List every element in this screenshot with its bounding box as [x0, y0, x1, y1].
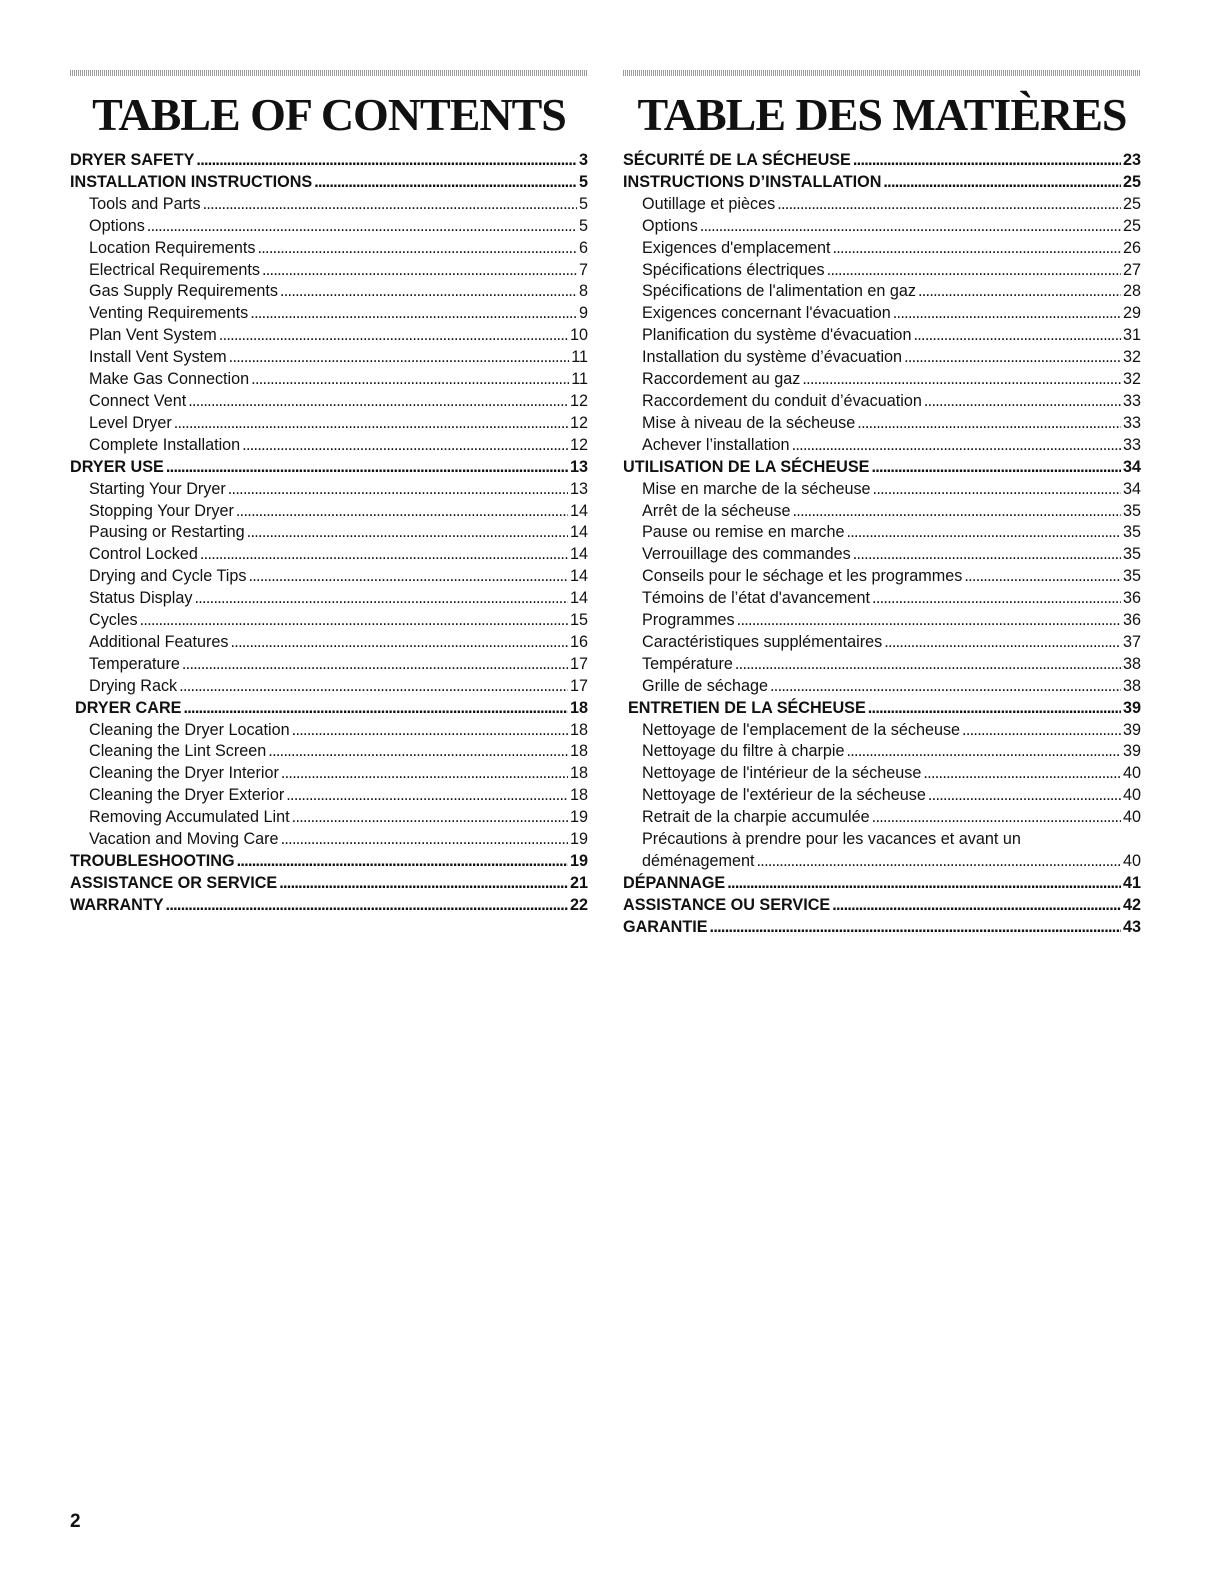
toc-label: Connect Vent	[89, 391, 187, 410]
toc-subsection	[623, 654, 1141, 676]
toc-subsection	[623, 391, 1141, 413]
dot-leader	[884, 632, 1121, 654]
dot-leader	[777, 194, 1121, 216]
dot-leader	[792, 435, 1121, 457]
toc-subsection	[70, 479, 588, 501]
toc-subsection	[623, 325, 1141, 347]
dot-leader	[229, 347, 570, 369]
toc-label: Pause ou remise en marche	[642, 523, 845, 542]
dot-leader	[872, 807, 1121, 829]
toc-page: 18	[569, 764, 588, 783]
toc-subsection	[623, 216, 1141, 238]
dot-leader	[236, 501, 568, 523]
dot-leader	[737, 610, 1121, 632]
dot-leader	[871, 457, 1121, 479]
toc-label: Gas Supply Requirements	[89, 282, 278, 301]
dot-leader	[735, 654, 1121, 676]
toc-label: Installation du système d’évacuation	[642, 348, 903, 367]
dot-leader	[292, 807, 568, 829]
toc-label: Cycles	[89, 611, 138, 630]
toc-label: Spécifications de l'alimentation en gaz	[642, 282, 916, 301]
toc-page: 12	[569, 413, 588, 432]
toc-page: 35	[1122, 545, 1141, 564]
toc-label: Pausing or Restarting	[89, 523, 245, 542]
dot-leader	[913, 325, 1121, 347]
toc-subsection	[70, 303, 588, 325]
toc-page: 38	[1122, 654, 1141, 673]
dot-leader	[140, 610, 568, 632]
dot-leader	[846, 741, 1121, 763]
toc-subsection	[70, 435, 588, 457]
toc-subsection	[623, 566, 1141, 588]
toc-label-continuation	[642, 851, 1141, 873]
toc-page: 39	[1122, 742, 1141, 761]
toc-label: Achever l’installation	[642, 435, 790, 454]
toc-page: 3	[578, 151, 588, 169]
toc-page: 33	[1122, 413, 1141, 432]
toc-label: ASSISTANCE OU SERVICE	[623, 895, 831, 914]
toc-page: 10	[569, 326, 588, 345]
toc-subsection	[70, 741, 588, 763]
dot-leader	[923, 763, 1121, 785]
toc-label: Cleaning the Dryer Location	[89, 720, 290, 739]
toc-subsection	[623, 260, 1141, 282]
toc-page: 25	[1122, 172, 1141, 191]
toc-list-english	[70, 150, 588, 917]
toc-label: TROUBLESHOOTING	[70, 852, 235, 870]
toc-label: Nettoyage de l'intérieur de la sécheuse	[642, 764, 922, 783]
dot-leader	[188, 391, 568, 413]
toc-page: 33	[1122, 435, 1141, 454]
toc-page: 39	[1122, 698, 1141, 717]
dot-leader	[924, 391, 1121, 413]
toc-subsection	[70, 785, 588, 807]
dot-leader	[962, 720, 1121, 742]
dot-leader	[832, 895, 1121, 917]
toc-label: INSTRUCTIONS D’INSTALLATION	[623, 172, 882, 191]
toc-page: 40	[1122, 808, 1141, 827]
toc-subsection	[623, 807, 1141, 829]
toc-list-french	[623, 150, 1141, 939]
toc-subsection	[623, 610, 1141, 632]
toc-page: 9	[578, 304, 588, 323]
toc-subsection	[623, 501, 1141, 523]
toc-page: 5	[578, 172, 588, 191]
toc-label: DRYER USE	[70, 457, 164, 476]
toc-section	[623, 457, 1141, 479]
top-rule	[623, 70, 1141, 76]
toc-label: Stopping Your Dryer	[89, 501, 234, 520]
dot-leader	[174, 413, 568, 435]
toc-label: Outillage et pièces	[642, 194, 776, 213]
toc-subsection	[70, 501, 588, 523]
toc-label: Temperature	[89, 654, 180, 673]
toc-page: 19	[569, 830, 588, 849]
toc-page: 27	[1122, 260, 1141, 279]
toc-page: 19	[569, 808, 588, 827]
dot-leader	[262, 260, 577, 282]
toc-subsection	[623, 763, 1141, 785]
toc-subsection	[70, 654, 588, 676]
dot-leader	[700, 216, 1121, 238]
toc-page: 17	[569, 676, 588, 695]
toc-label: Exigences d'emplacement	[642, 238, 831, 257]
toc-page: 39	[1122, 720, 1141, 739]
toc-label: Témoins de l’état d'avancement	[642, 589, 871, 608]
dot-leader	[868, 698, 1121, 720]
toc-page: 37	[1122, 632, 1141, 651]
toc-subsection	[623, 785, 1141, 807]
toc-label: Verrouillage des commandes	[642, 545, 851, 564]
toc-section	[623, 873, 1141, 895]
toc-subsection	[70, 347, 588, 369]
dot-leader	[802, 369, 1121, 391]
toc-label: UTILISATION DE LA SÉCHEUSE	[623, 457, 870, 476]
dot-leader	[182, 654, 568, 676]
dot-leader	[242, 435, 568, 457]
toc-label: Drying Rack	[89, 676, 178, 695]
toc-subsection	[70, 676, 588, 698]
toc-label: Nettoyage du filtre à charpie	[642, 742, 845, 761]
toc-page: 32	[1122, 370, 1141, 389]
toc-section	[623, 150, 1141, 172]
dot-leader	[203, 194, 577, 216]
toc-subsection	[70, 763, 588, 785]
toc-label: Température	[642, 654, 733, 673]
toc-page: 19	[569, 852, 588, 870]
dot-leader	[196, 150, 577, 172]
toc-page: 17	[569, 654, 588, 673]
toc-label: Caractéristiques supplémentaires	[642, 632, 883, 651]
toc-subsection	[623, 720, 1141, 742]
dot-leader	[286, 785, 568, 807]
dot-leader	[727, 873, 1121, 895]
dot-leader	[268, 741, 568, 763]
dot-leader	[872, 588, 1121, 610]
toc-page: 13	[569, 479, 588, 498]
toc-page: 40	[1122, 852, 1141, 870]
toc-subsection	[623, 369, 1141, 391]
dot-leader	[230, 632, 568, 654]
dot-leader	[237, 851, 568, 873]
dot-leader	[883, 172, 1121, 194]
toc-page: 34	[1122, 457, 1141, 476]
toc-page: 18	[569, 786, 588, 805]
toc-label: Plan Vent System	[89, 326, 217, 345]
toc-section	[623, 698, 1141, 720]
toc-subsection	[623, 829, 1141, 873]
toc-label: ENTRETIEN DE LA SÉCHEUSE	[628, 698, 866, 717]
toc-label: Raccordement du conduit d’évacuation	[642, 391, 922, 410]
toc-subsection	[623, 544, 1141, 566]
toc-label: Nettoyage de l'extérieur de la sécheuse	[642, 786, 926, 805]
toc-subsection	[70, 194, 588, 216]
toc-subsection	[623, 194, 1141, 216]
toc-label: Précautions à prendre pour les vacances et avant un	[642, 830, 1021, 849]
toc-section	[623, 172, 1141, 194]
toc-label: Exigences concernant l'évacuation	[642, 304, 891, 323]
toc-label: Control Locked	[89, 545, 198, 564]
toc-page: 16	[569, 632, 588, 651]
toc-section	[623, 917, 1141, 939]
toc-subsection	[623, 522, 1141, 544]
toc-label: Options	[89, 216, 145, 235]
toc-subsection	[70, 413, 588, 435]
toc-subsection	[70, 260, 588, 282]
dot-leader	[279, 873, 568, 895]
toc-subsection	[70, 325, 588, 347]
toc-label: Mise en marche de la sécheuse	[642, 479, 871, 498]
dot-leader	[873, 479, 1121, 501]
dot-leader	[194, 588, 568, 610]
toc-subsection	[623, 238, 1141, 260]
toc-page: 34	[1122, 479, 1141, 498]
toc-subsection	[70, 566, 588, 588]
toc-english-column	[70, 70, 588, 917]
toc-page: 5	[578, 216, 588, 235]
toc-section	[70, 457, 588, 479]
toc-label: Additional Features	[89, 632, 229, 651]
toc-label: Nettoyage de l'emplacement de la sécheuse	[642, 720, 961, 739]
toc-label: Conseils pour le séchage et les programmes	[642, 567, 963, 586]
toc-page: 36	[1122, 589, 1141, 608]
toc-label: DRYER SAFETY	[70, 151, 195, 169]
toc-subsection	[623, 413, 1141, 435]
toc-label: Electrical Requirements	[89, 260, 260, 279]
toc-page: 18	[569, 742, 588, 761]
dot-leader	[904, 347, 1121, 369]
toc-section	[70, 172, 588, 194]
toc-label: Retrait de la charpie accumulée	[642, 808, 870, 827]
toc-subsection	[70, 216, 588, 238]
toc-page: 12	[569, 391, 588, 410]
toc-label: Venting Requirements	[89, 304, 249, 323]
dot-leader	[200, 544, 568, 566]
toc-page: 13	[569, 457, 588, 476]
toc-subsection	[623, 281, 1141, 303]
dot-leader	[280, 281, 577, 303]
toc-page: 28	[1122, 282, 1141, 301]
toc-page: 35	[1122, 567, 1141, 586]
toc-label: DÉPANNAGE	[623, 873, 726, 892]
toc-title-french: TABLE DES MATIÈRES	[637, 89, 1127, 140]
toc-page: 25	[1122, 216, 1141, 235]
toc-page: 11	[571, 370, 588, 389]
toc-subsection	[70, 391, 588, 413]
toc-section	[70, 873, 588, 895]
toc-subsection	[623, 741, 1141, 763]
toc-subsection	[70, 632, 588, 654]
toc-page: 22	[569, 895, 588, 914]
toc-subsection	[70, 588, 588, 610]
toc-page: 7	[578, 260, 588, 279]
dot-leader	[757, 851, 1121, 873]
toc-subsection	[70, 610, 588, 632]
toc-page: 18	[569, 720, 588, 739]
dot-leader	[314, 172, 577, 194]
top-rule	[70, 70, 588, 76]
toc-label: Grille de séchage	[642, 676, 768, 695]
toc-page: 40	[1122, 764, 1141, 783]
dot-leader	[281, 829, 568, 851]
dot-leader	[846, 522, 1121, 544]
toc-section	[70, 150, 588, 172]
toc-subsection	[623, 435, 1141, 457]
dot-leader	[857, 413, 1121, 435]
toc-subsection	[70, 522, 588, 544]
toc-subsection	[623, 347, 1141, 369]
toc-label: Drying and Cycle Tips	[89, 567, 247, 586]
dot-leader	[251, 369, 569, 391]
page-number: 2	[70, 1511, 81, 1532]
toc-label: Tools and Parts	[89, 194, 201, 213]
toc-page: 25	[1122, 194, 1141, 213]
toc-page: 14	[569, 545, 588, 564]
dot-leader	[964, 566, 1121, 588]
toc-label: Cleaning the Dryer Exterior	[89, 786, 285, 805]
toc-page: 42	[1122, 895, 1141, 914]
dot-leader	[257, 238, 577, 260]
dot-leader	[183, 698, 568, 720]
toc-subsection	[623, 676, 1141, 698]
toc-label: Raccordement au gaz	[642, 370, 801, 389]
toc-page: 31	[1122, 326, 1141, 345]
toc-page: 29	[1122, 304, 1141, 323]
toc-page: 41	[1122, 873, 1141, 892]
toc-page: 36	[1122, 611, 1141, 630]
dot-leader	[853, 150, 1121, 172]
toc-page: 6	[578, 238, 588, 257]
toc-page: 14	[569, 501, 588, 520]
dot-leader	[147, 216, 577, 238]
toc-subsection	[70, 544, 588, 566]
toc-label: déménagement	[642, 852, 755, 870]
toc-page: 15	[569, 611, 588, 630]
toc-label: Vacation and Moving Care	[89, 830, 279, 849]
dot-leader	[292, 720, 568, 742]
toc-page: 43	[1122, 917, 1141, 936]
toc-label: INSTALLATION INSTRUCTIONS	[70, 172, 313, 191]
toc-label: Status Display	[89, 589, 193, 608]
toc-section	[70, 851, 588, 873]
toc-label: ASSISTANCE OR SERVICE	[70, 873, 278, 892]
toc-label: DRYER CARE	[75, 698, 182, 717]
toc-subsection	[70, 807, 588, 829]
dot-leader	[710, 917, 1121, 939]
dot-leader	[250, 303, 577, 325]
toc-label: Arrêt de la sécheuse	[642, 501, 791, 520]
toc-subsection	[70, 281, 588, 303]
dot-leader	[247, 522, 568, 544]
toc-label: Mise à niveau de la sécheuse	[642, 413, 856, 432]
toc-page: 35	[1122, 501, 1141, 520]
toc-label: Install Vent System	[89, 348, 227, 367]
toc-label: Removing Accumulated Lint	[89, 808, 290, 827]
dot-leader	[281, 763, 568, 785]
dot-leader	[770, 676, 1121, 698]
toc-label: SÉCURITÉ DE LA SÉCHEUSE	[623, 151, 851, 169]
toc-page: 40	[1122, 786, 1141, 805]
toc-label: Make Gas Connection	[89, 370, 250, 389]
toc-label: GARANTIE	[623, 917, 708, 936]
toc-subsection	[623, 588, 1141, 610]
toc-page: 11	[571, 348, 588, 367]
toc-subsection	[623, 632, 1141, 654]
toc-page: 33	[1122, 391, 1141, 410]
toc-page: 38	[1122, 676, 1141, 695]
dot-leader	[893, 303, 1121, 325]
dot-leader	[853, 544, 1121, 566]
toc-label: Starting Your Dryer	[89, 479, 226, 498]
toc-page: 8	[578, 282, 588, 301]
dot-leader	[792, 501, 1121, 523]
dot-leader	[166, 457, 568, 479]
toc-page: 12	[569, 435, 588, 454]
toc-subsection	[623, 479, 1141, 501]
dot-leader	[166, 895, 568, 917]
toc-subsection	[70, 369, 588, 391]
dot-leader	[918, 281, 1121, 303]
toc-page: 14	[569, 567, 588, 586]
toc-label: Spécifications électriques	[642, 260, 825, 279]
toc-label: Location Requirements	[89, 238, 256, 257]
toc-label: Options	[642, 216, 698, 235]
dot-leader	[928, 785, 1121, 807]
toc-page: 26	[1122, 238, 1141, 257]
dot-leader	[219, 325, 568, 347]
toc-label: WARRANTY	[70, 895, 164, 914]
dot-leader	[832, 238, 1121, 260]
toc-label: Level Dryer	[89, 413, 172, 432]
toc-title-english: TABLE OF CONTENTS	[92, 89, 566, 140]
toc-subsection	[70, 720, 588, 742]
toc-page: 32	[1122, 348, 1141, 367]
toc-page: 23	[1122, 151, 1141, 169]
toc-page: 14	[569, 523, 588, 542]
dot-leader	[827, 260, 1121, 282]
toc-label: Cleaning the Lint Screen	[89, 742, 267, 761]
toc-page: 14	[569, 589, 588, 608]
toc-french-column	[623, 70, 1141, 939]
toc-subsection	[623, 303, 1141, 325]
toc-page: 18	[569, 698, 588, 717]
toc-section	[70, 895, 588, 917]
toc-section	[623, 895, 1141, 917]
dot-leader	[228, 479, 568, 501]
toc-label: Programmes	[642, 611, 735, 630]
dot-leader	[179, 676, 568, 698]
toc-page: 5	[578, 194, 588, 213]
toc-label: Planification du système d'évacuation	[642, 326, 912, 345]
toc-label: Complete Installation	[89, 435, 241, 454]
toc-subsection	[70, 238, 588, 260]
toc-label: Cleaning the Dryer Interior	[89, 764, 279, 783]
dot-leader	[248, 566, 568, 588]
toc-page: 21	[569, 873, 588, 892]
toc-section	[70, 698, 588, 720]
toc-page: 35	[1122, 523, 1141, 542]
toc-subsection	[70, 829, 588, 851]
